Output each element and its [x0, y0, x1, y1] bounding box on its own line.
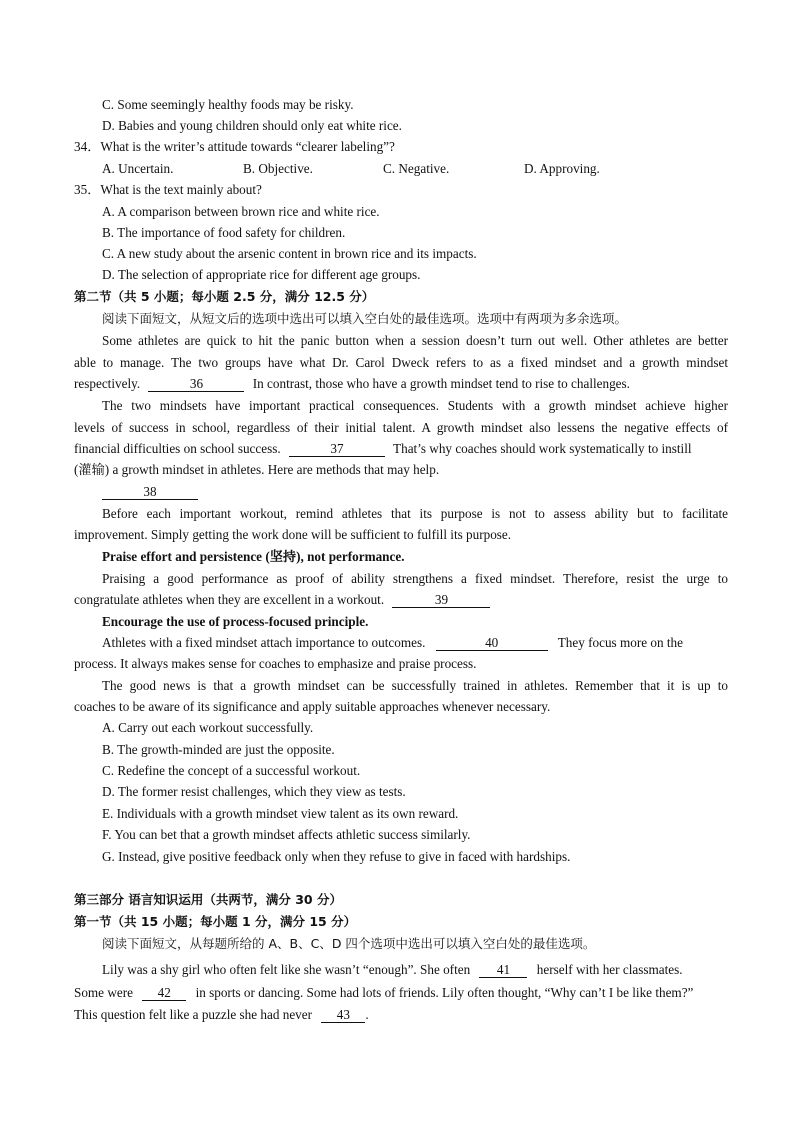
- p2-line4: (灌输) a growth mindset in athletes. Here are methods that may help.: [74, 462, 440, 477]
- p2-line3-pre: financial difficulties on school success.: [74, 441, 281, 456]
- p5-line1-post: They focus more on the: [557, 635, 683, 650]
- blank-38-line: [102, 484, 198, 500]
- q35-option-a: A. A comparison between brown rice and white rice.: [102, 204, 380, 219]
- p1-line1: Some athletes are quick to hit the panic button when a session doesn’t turn out well. Other athletes are better: [102, 333, 728, 348]
- cloze-line1: [102, 962, 728, 978]
- p2-line2: levels of success in school, regardless of their initial talent. A growth mindset also lessens the negative effects of: [74, 420, 728, 435]
- p5-line2: process. It always makes sense for coaches to emphasize and praise process.: [74, 656, 477, 671]
- blank-39[interactable]: 39: [392, 593, 490, 608]
- option-b: B. The growth-minded are just the opposite.: [102, 742, 335, 757]
- cloze-line3-post: .: [365, 1007, 369, 1022]
- q34-option-c: C. Negative.: [383, 161, 450, 176]
- blank-43[interactable]: 43: [321, 1008, 365, 1023]
- p4-line2: [74, 592, 490, 608]
- blank-40[interactable]: 40: [436, 636, 548, 651]
- q34-option-d: D. Approving.: [524, 161, 600, 176]
- subheading-process-focused: Encourage the use of process-focused principle.: [102, 614, 369, 629]
- p2-line3-post: That’s why coaches should work systematically to instill: [393, 441, 692, 456]
- p4-line2-pre: congratulate athletes when they are excellent in a workout.: [74, 592, 385, 607]
- subheading-praise-effort: Praise effort and persistence (坚持), not performance.: [102, 549, 405, 564]
- q34-option-a: A. Uncertain.: [102, 161, 174, 176]
- cloze-line2: [74, 985, 693, 1001]
- blank-37[interactable]: 37: [289, 442, 385, 457]
- option-d: D. The former resist challenges, which they view as tests.: [102, 784, 406, 799]
- q35-option-d: D. The selection of appropriate rice for different age groups.: [102, 267, 421, 282]
- option-f: F. You can bet that a growth mindset affects athletic success similarly.: [102, 827, 471, 842]
- section2-instruction: 阅读下面短文，从短文后的选项中选出可以填入空白处的最佳选项。选项中有两项为多余选项。: [102, 311, 628, 326]
- p3-line1: Before each important workout, remind athletes that its purpose is not to assess ability but to facilitate: [102, 506, 728, 521]
- p1-line3-pre: respectively.: [74, 376, 141, 391]
- cloze-line2-pre: Some were: [74, 985, 133, 1000]
- cloze-line3-pre: This question felt like a puzzle she had never: [74, 1007, 313, 1022]
- q33-option-c: C. Some seemingly healthy foods may be risky.: [102, 97, 354, 112]
- section2-heading: 第二节（共 5 小题；每小题 2.5 分，满分 12.5 分）: [74, 289, 375, 304]
- option-a: A. Carry out each workout successfully.: [102, 720, 314, 735]
- part3-instruction: 阅读下面短文，从每题所给的 A、B、C、D 四个选项中选出可以填入空白处的最佳选项。: [102, 936, 596, 951]
- q33-option-d: D. Babies and young children should only eat white rice.: [102, 118, 402, 133]
- cloze-line3: [74, 1007, 369, 1023]
- q35-option-b: B. The importance of food safety for children.: [102, 225, 346, 240]
- blank-36[interactable]: 36: [148, 377, 244, 392]
- p1-line3-post: In contrast, those who have a growth mindset tend to rise to challenges.: [252, 376, 630, 391]
- blank-41[interactable]: 41: [479, 963, 527, 978]
- option-c: C. Redefine the concept of a successful workout.: [102, 763, 361, 778]
- part3-heading: 第三部分 语言知识运用（共两节，满分 30 分）: [74, 892, 342, 907]
- q34-option-b: B. Objective.: [243, 161, 313, 176]
- cloze-line1-pre: Lily was a shy girl who often felt like she wasn’t “enough”. She often: [102, 962, 471, 977]
- blank-42[interactable]: 42: [142, 986, 186, 1001]
- part3-subheading: 第一节（共 15 小题；每小题 1 分，满分 15 分）: [74, 914, 357, 929]
- p1-line2: able to manage. The two groups have what Dr. Carol Dweck refers to as a fixed mindset and a growth mindset: [74, 355, 728, 370]
- p2-line3: [74, 441, 692, 457]
- p2-line1: The two mindsets have important practical consequences. Students with a growth mindset achieve higher: [102, 398, 728, 413]
- q35-option-c: C. A new study about the arsenic content in brown rice and its impacts.: [102, 246, 477, 261]
- option-e: E. Individuals with a growth mindset view talent as its own reward.: [102, 806, 459, 821]
- p3-line2: improvement. Simply getting the work done will be sufficient to fulfill its purpose.: [74, 527, 512, 542]
- q35-stem: 35．What is the text mainly about?: [74, 182, 262, 197]
- p4-line1: Praising a good performance as proof of ability strengthens a fixed mindset. Therefore, resist the urge to: [102, 571, 728, 586]
- cloze-line2-post: in sports or dancing. Some had lots of friends. Lily often thought, “Why can’t I be like them?”: [195, 985, 694, 1000]
- p5-line1-pre: Athletes with a fixed mindset attach importance to outcomes.: [102, 635, 426, 650]
- p6-line1: The good news is that a growth mindset can be successfully trained in athletes. Remember that it is up to: [102, 678, 728, 693]
- option-g: G. Instead, give positive feedback only when they refuse to give in faced with hardships.: [102, 849, 571, 864]
- blank-38[interactable]: 38: [102, 485, 198, 500]
- p6-line2: coaches to be aware of its significance and apply suitable approaches whenever necessary.: [74, 699, 551, 714]
- p5-line1: [102, 635, 728, 651]
- p1-line3: [74, 376, 630, 392]
- q34-stem: 34．What is the writer’s attitude towards “clearer labeling”?: [74, 139, 395, 154]
- cloze-line1-post: herself with her classmates.: [536, 962, 683, 977]
